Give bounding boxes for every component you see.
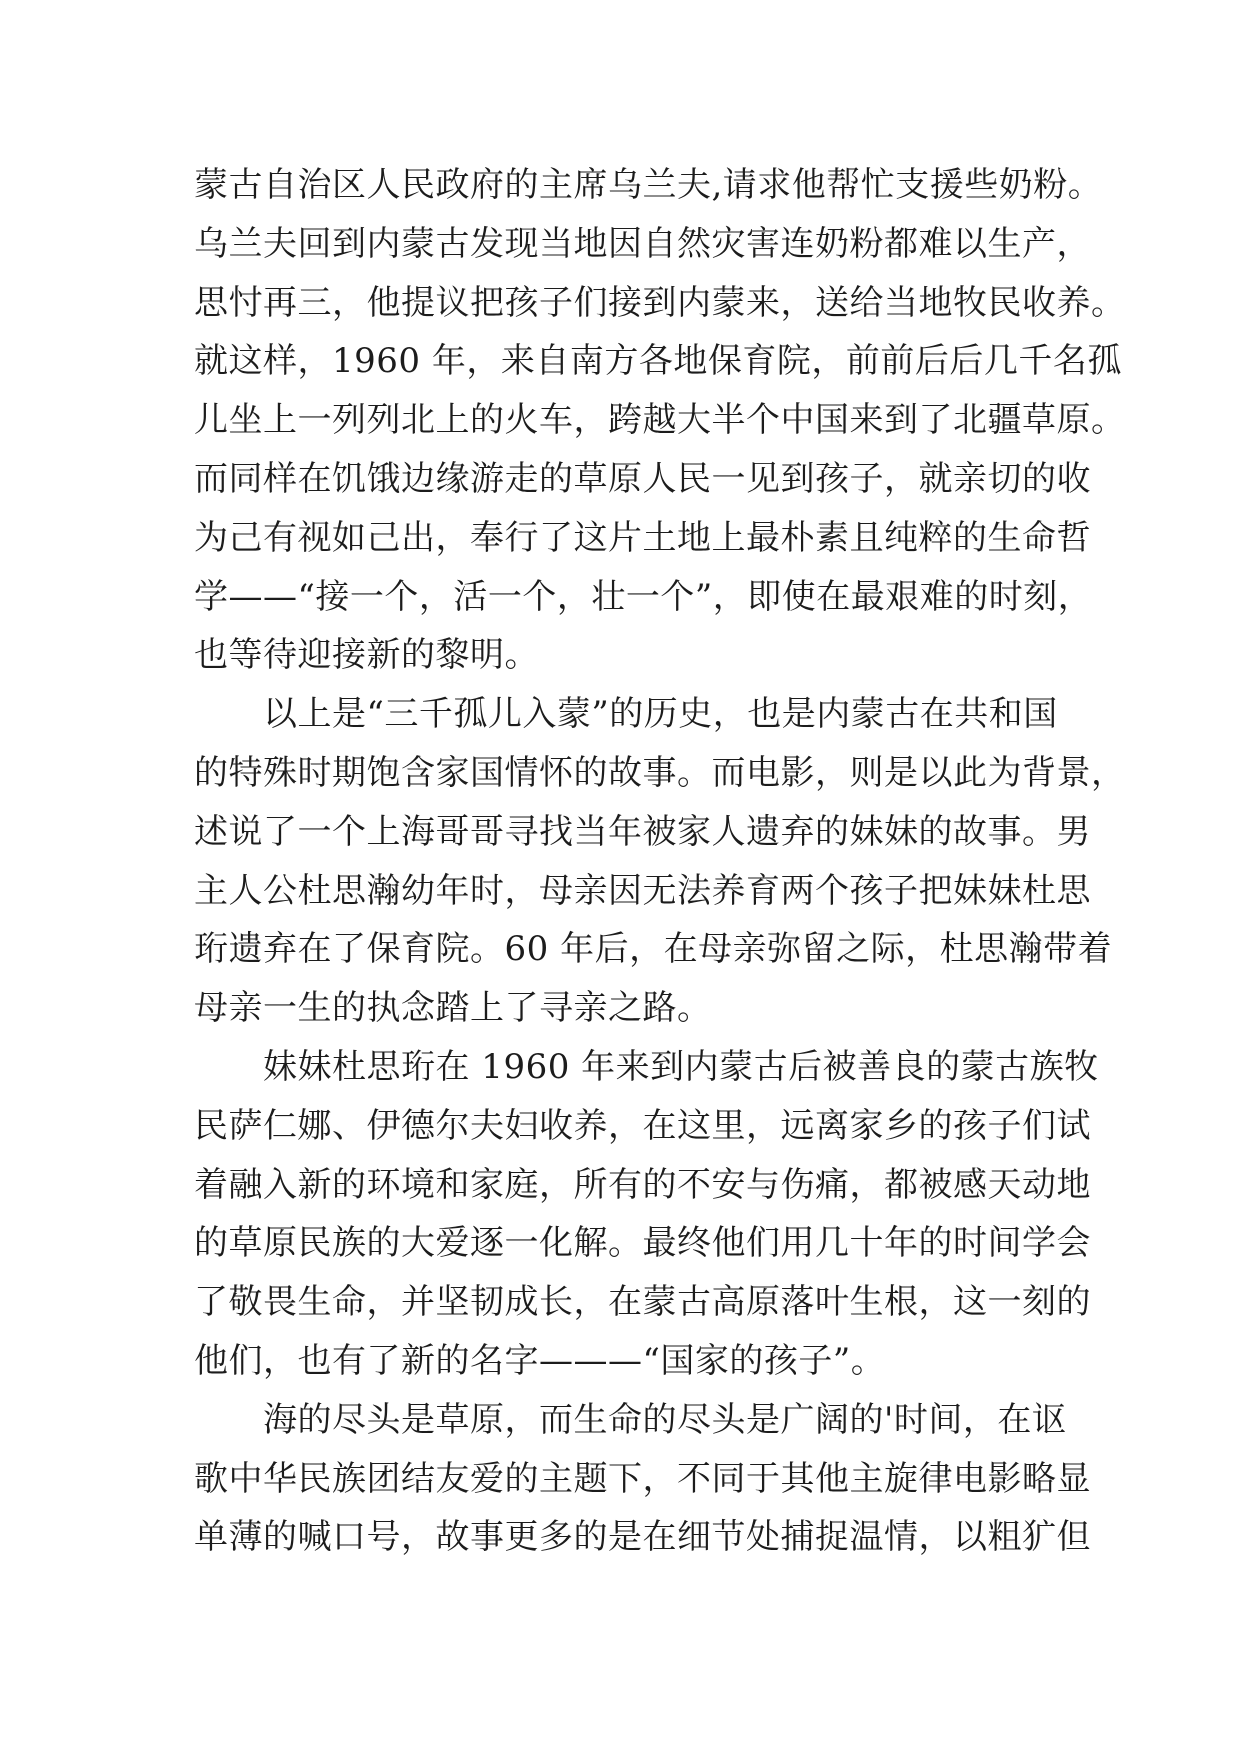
text-line: 主人公杜思瀚幼年时，母亲因无法养育两个孩子把妹妹杜思 — [194, 870, 1091, 911]
text-line: 的草原民族的大爱逐一化解。最终他们用几十年的时间学会 — [194, 1223, 1091, 1264]
text-line: 海的尽头是草原，而生命的尽头是广阔的'时间，在讴 — [263, 1399, 1067, 1440]
text-line: 母亲一生的执念踏上了寻亲之路。 — [194, 988, 712, 1029]
text-line: 歌中华民族团结友爱的主题下，不同于其他主旋律电影略显 — [194, 1458, 1091, 1499]
document-body — [194, 156, 1126, 1567]
text-line: 单薄的喊口号，故事更多的是在细节处捕捉温情，以粗犷但 — [194, 1517, 1091, 1558]
text-line: 学——“接一个，活一个，壮一个”，即使在最艰难的时刻， — [194, 576, 1093, 617]
text-line: 的特殊时期饱含家国情怀的故事。而电影，则是以此为背景， — [194, 752, 1126, 793]
text-line: 他们，也有了新的名字———“国家的孩子”。 — [194, 1340, 886, 1381]
paragraph — [194, 156, 1126, 685]
text-line: 着融入新的环境和家庭，所有的不安与伤痛，都被感天动地 — [194, 1164, 1091, 1205]
text-line: 儿坐上一列列北上的火车，跨越大半个中国来到了北疆草原。 — [194, 400, 1126, 441]
text-line: 就这样，1960 年，来自南方各地保育院，前前后后几千名孤 — [194, 341, 1122, 382]
text-line: 述说了一个上海哥哥寻找当年被家人遗弃的妹妹的故事。男 — [194, 811, 1091, 852]
text-line: 了敬畏生命，并坚韧成长，在蒙古高原落叶生根，这一刻的 — [194, 1282, 1091, 1323]
text-line: 也等待迎接新的黎明。 — [194, 635, 539, 676]
paragraph — [194, 685, 1126, 1038]
text-line: 民萨仁娜、伊德尔夫妇收养，在这里，远离家乡的孩子们试 — [194, 1105, 1091, 1146]
text-line: 妹妹杜思珩在 1960 年来到内蒙古后被善良的蒙古族牧 — [263, 1046, 1099, 1087]
text-line: 珩遗弃在了保育院。60 年后，在母亲弥留之际，杜思瀚带着 — [194, 929, 1113, 970]
paragraph — [194, 1038, 1099, 1391]
text-line: 以上是“三千孤儿入蒙”的历史，也是内蒙古在共和国 — [263, 694, 1058, 735]
text-line: 而同样在饥饿边缘游走的草原人民一见到孩子，就亲切的收 — [194, 458, 1091, 499]
text-line: 乌兰夫回到内蒙古发现当地因自然灾害连奶粉都难以生产， — [194, 223, 1091, 264]
text-line: 思忖再三，他提议把孩子们接到内蒙来，送给当地牧民收养。 — [194, 282, 1126, 323]
text-line: 蒙古自治区人民政府的主席乌兰夫,请求他帮忙支援些奶粉。 — [194, 165, 1103, 205]
paragraph — [194, 1391, 1094, 1567]
text-line: 为己有视如己出，奉行了这片土地上最朴素且纯粹的生命哲 — [194, 517, 1091, 558]
